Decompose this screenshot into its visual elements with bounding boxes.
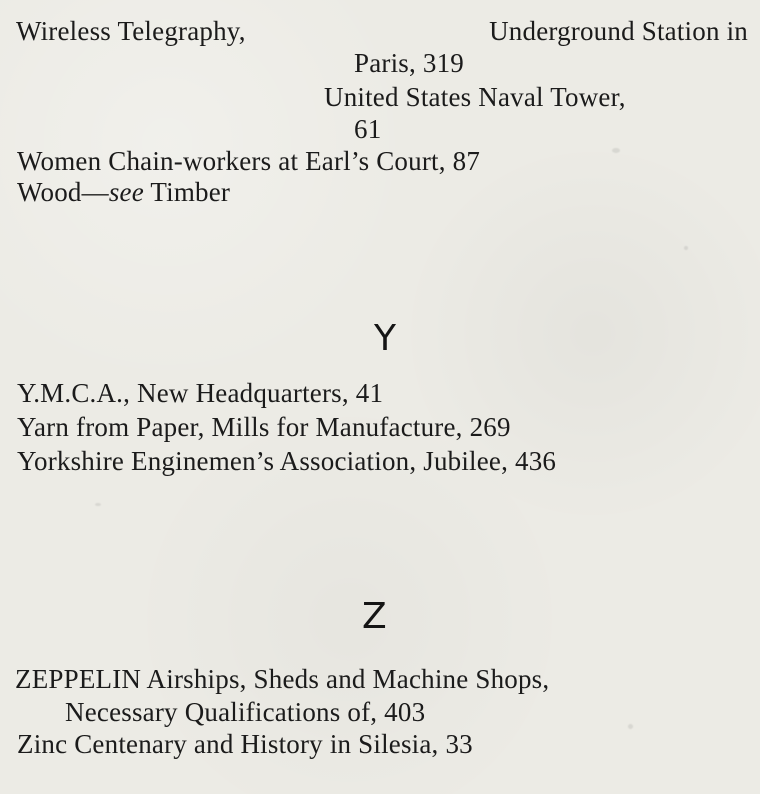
zinc-centenary-entry: Zinc Centenary and History in Silesia, 33 [17,729,473,759]
yarn-from-paper-entry: Yarn from Paper, Mills for Manufacture, 269 [17,412,511,442]
timber-reference: Timber [143,177,231,207]
underground-station-entry-end: Paris, 319 [354,48,464,78]
yorkshire-enginemen-entry: Yorkshire Enginemen’s Association, Jubilee, 436 [17,446,557,476]
paper-speck-2 [684,246,688,250]
see-reference: see [108,177,144,207]
wood-entry-prefix: Wood— [17,177,109,207]
women-chain-workers-entry: Women Chain-workers at Earl’s Court, 87 [17,146,481,176]
zeppelin-entry-line-2: Necessary Qualifications of, 403 [65,697,426,727]
paper-speck-4 [628,724,633,729]
wood-see-timber-entry [17,177,230,207]
section-heading-y: Y [374,318,396,359]
paper-speck-3 [95,503,101,506]
section-heading-z: Z [362,596,387,637]
paper-speck-1 [612,148,620,153]
underground-station-entry-start: Underground Station in [489,16,748,46]
naval-tower-entry-start: United States Naval Tower, [324,82,626,112]
ymca-entry: Y.M.C.A., New Headquarters, 41 [17,378,384,408]
naval-tower-entry-end: 61 [354,114,382,144]
zeppelin-entry-line-1: ZEPPELIN Airships, Sheds and Machine Shops, [15,664,550,694]
wireless-telegraphy-subject: Wireless Telegraphy, [16,16,246,46]
wireless-telegraphy-entry-line-1 [16,16,748,46]
